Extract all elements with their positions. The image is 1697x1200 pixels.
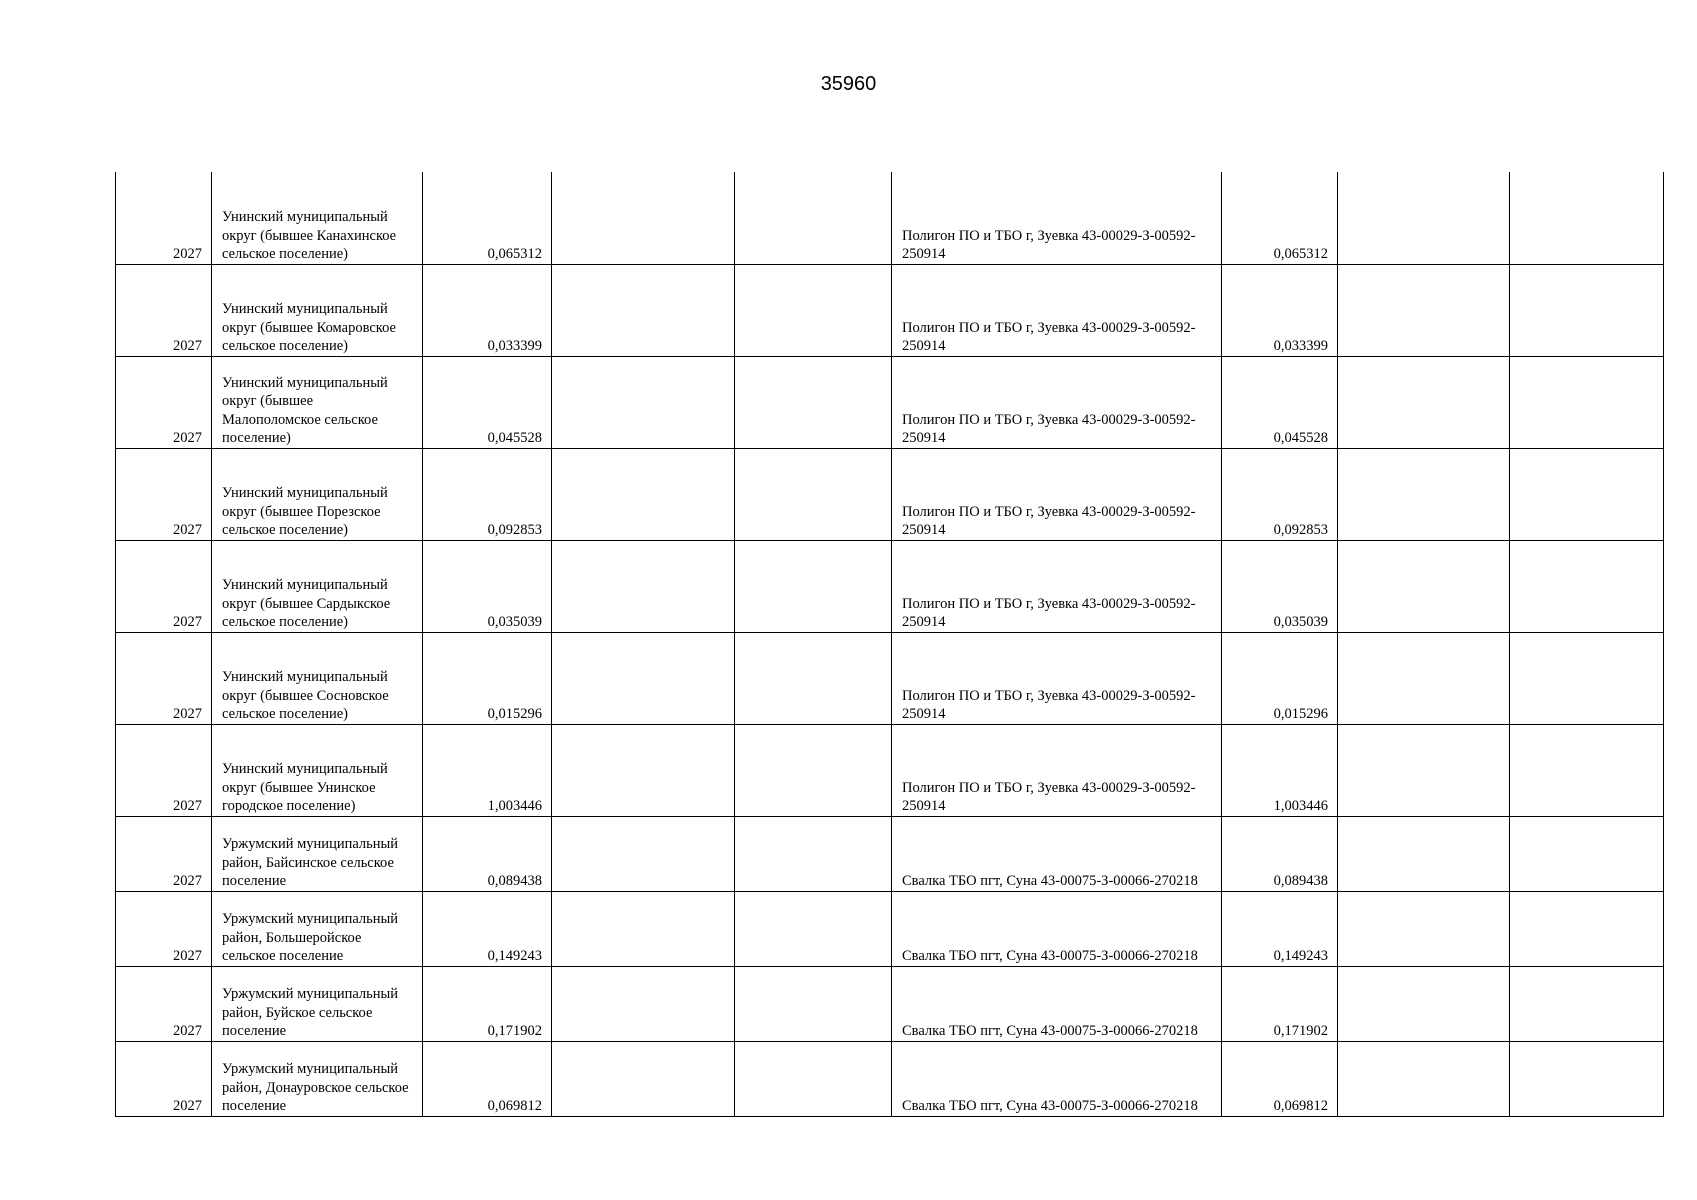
territory-cell: Уржумский муниципальный район, Байсинское сельское поселение <box>212 816 423 891</box>
year-cell: 2027 <box>116 966 212 1041</box>
empty-cell <box>1510 356 1664 448</box>
facility-cell: Полигон ПО и ТБО г, Зуевка 43-00029-З-00592-250914 <box>892 724 1222 816</box>
volume-to-facility-cell: 0,015296 <box>1222 632 1338 724</box>
volume-to-facility-cell: 0,033399 <box>1222 264 1338 356</box>
territory-cell: Уржумский муниципальный район, Большеройское сельское поселение <box>212 891 423 966</box>
empty-cell <box>552 1041 735 1116</box>
table-row <box>116 356 1664 448</box>
territory-cell: Унинский муниципальный округ (бывшее Канахинское сельское поселение) <box>212 172 423 264</box>
volume-to-facility-cell: 0,149243 <box>1222 891 1338 966</box>
empty-cell <box>735 264 892 356</box>
year-cell: 2027 <box>116 264 212 356</box>
empty-cell <box>735 632 892 724</box>
empty-cell <box>1510 891 1664 966</box>
volume-cell: 0,089438 <box>423 816 552 891</box>
volume-cell: 0,015296 <box>423 632 552 724</box>
empty-cell <box>552 891 735 966</box>
empty-cell <box>1510 816 1664 891</box>
empty-cell <box>1338 1041 1510 1116</box>
facility-cell: Полигон ПО и ТБО г, Зуевка 43-00029-З-00592-250914 <box>892 172 1222 264</box>
year-cell: 2027 <box>116 172 212 264</box>
empty-cell <box>1510 724 1664 816</box>
volume-to-facility-cell: 0,092853 <box>1222 448 1338 540</box>
territory-cell: Унинский муниципальный округ (бывшее Унинское городское поселение) <box>212 724 423 816</box>
volume-cell: 0,065312 <box>423 172 552 264</box>
empty-cell <box>1338 816 1510 891</box>
empty-cell <box>735 448 892 540</box>
empty-cell <box>552 966 735 1041</box>
year-cell: 2027 <box>116 356 212 448</box>
empty-cell <box>552 264 735 356</box>
facility-cell: Полигон ПО и ТБО г, Зуевка 43-00029-З-00592-250914 <box>892 448 1222 540</box>
table-row <box>116 172 1664 264</box>
volume-cell: 0,092853 <box>423 448 552 540</box>
volume-to-facility-cell: 0,089438 <box>1222 816 1338 891</box>
empty-cell <box>552 356 735 448</box>
empty-cell <box>552 540 735 632</box>
empty-cell <box>1338 264 1510 356</box>
facility-cell: Свалка ТБО пгт, Суна 43-00075-З-00066-270218 <box>892 966 1222 1041</box>
table-row <box>116 1041 1664 1116</box>
table-row <box>116 632 1664 724</box>
empty-cell <box>552 172 735 264</box>
table-row <box>116 966 1664 1041</box>
year-cell: 2027 <box>116 632 212 724</box>
empty-cell <box>735 172 892 264</box>
year-cell: 2027 <box>116 891 212 966</box>
empty-cell <box>735 540 892 632</box>
territory-cell: Уржумский муниципальный район, Буйское сельское поселение <box>212 966 423 1041</box>
empty-cell <box>735 891 892 966</box>
volume-cell: 1,003446 <box>423 724 552 816</box>
empty-cell <box>552 816 735 891</box>
year-cell: 2027 <box>116 724 212 816</box>
empty-cell <box>1510 966 1664 1041</box>
volume-cell: 0,069812 <box>423 1041 552 1116</box>
volume-to-facility-cell: 1,003446 <box>1222 724 1338 816</box>
empty-cell <box>735 724 892 816</box>
empty-cell <box>1510 172 1664 264</box>
data-table <box>115 172 1664 1117</box>
facility-cell: Полигон ПО и ТБО г, Зуевка 43-00029-З-00592-250914 <box>892 632 1222 724</box>
territory-cell: Уржумский муниципальный район, Донауровское сельское поселение <box>212 1041 423 1116</box>
empty-cell <box>552 448 735 540</box>
volume-to-facility-cell: 0,035039 <box>1222 540 1338 632</box>
table-row <box>116 264 1664 356</box>
empty-cell <box>1510 1041 1664 1116</box>
year-cell: 2027 <box>116 816 212 891</box>
territory-cell: Унинский муниципальный округ (бывшее Малополомское сельское поселение) <box>212 356 423 448</box>
empty-cell <box>1338 724 1510 816</box>
table-body <box>116 172 1664 1116</box>
empty-cell <box>1510 264 1664 356</box>
empty-cell <box>1510 540 1664 632</box>
empty-cell <box>1510 632 1664 724</box>
table-row <box>116 540 1664 632</box>
facility-cell: Свалка ТБО пгт, Суна 43-00075-З-00066-270218 <box>892 891 1222 966</box>
volume-cell: 0,035039 <box>423 540 552 632</box>
territory-cell: Унинский муниципальный округ (бывшее Комаровское сельское поселение) <box>212 264 423 356</box>
volume-to-facility-cell: 0,045528 <box>1222 356 1338 448</box>
empty-cell <box>1510 448 1664 540</box>
empty-cell <box>735 816 892 891</box>
table-row <box>116 816 1664 891</box>
empty-cell <box>735 356 892 448</box>
empty-cell <box>735 966 892 1041</box>
facility-cell: Свалка ТБО пгт, Суна 43-00075-З-00066-270218 <box>892 816 1222 891</box>
year-cell: 2027 <box>116 1041 212 1116</box>
empty-cell <box>1338 632 1510 724</box>
empty-cell <box>1338 356 1510 448</box>
facility-cell: Полигон ПО и ТБО г, Зуевка 43-00029-З-00592-250914 <box>892 356 1222 448</box>
empty-cell <box>552 724 735 816</box>
volume-cell: 0,171902 <box>423 966 552 1041</box>
empty-cell <box>1338 966 1510 1041</box>
volume-to-facility-cell: 0,171902 <box>1222 966 1338 1041</box>
page-number: 35960 <box>820 73 877 95</box>
territory-cell: Унинский муниципальный округ (бывшее Сардыкское сельское поселение) <box>212 540 423 632</box>
volume-cell: 0,045528 <box>423 356 552 448</box>
volume-cell: 0,149243 <box>423 891 552 966</box>
empty-cell <box>735 1041 892 1116</box>
empty-cell <box>552 632 735 724</box>
empty-cell <box>1338 172 1510 264</box>
empty-cell <box>1338 540 1510 632</box>
empty-cell <box>1338 891 1510 966</box>
table-row <box>116 724 1664 816</box>
table-row <box>116 891 1664 966</box>
territory-cell: Унинский муниципальный округ (бывшее Порезское сельское поселение) <box>212 448 423 540</box>
facility-cell: Полигон ПО и ТБО г, Зуевка 43-00029-З-00592-250914 <box>892 540 1222 632</box>
year-cell: 2027 <box>116 448 212 540</box>
facility-cell: Свалка ТБО пгт, Суна 43-00075-З-00066-270218 <box>892 1041 1222 1116</box>
territory-cell: Унинский муниципальный округ (бывшее Сосновское сельское поселение) <box>212 632 423 724</box>
table-row <box>116 448 1664 540</box>
volume-to-facility-cell: 0,065312 <box>1222 172 1338 264</box>
volume-cell: 0,033399 <box>423 264 552 356</box>
year-cell: 2027 <box>116 540 212 632</box>
facility-cell: Полигон ПО и ТБО г, Зуевка 43-00029-З-00592-250914 <box>892 264 1222 356</box>
volume-to-facility-cell: 0,069812 <box>1222 1041 1338 1116</box>
empty-cell <box>1338 448 1510 540</box>
